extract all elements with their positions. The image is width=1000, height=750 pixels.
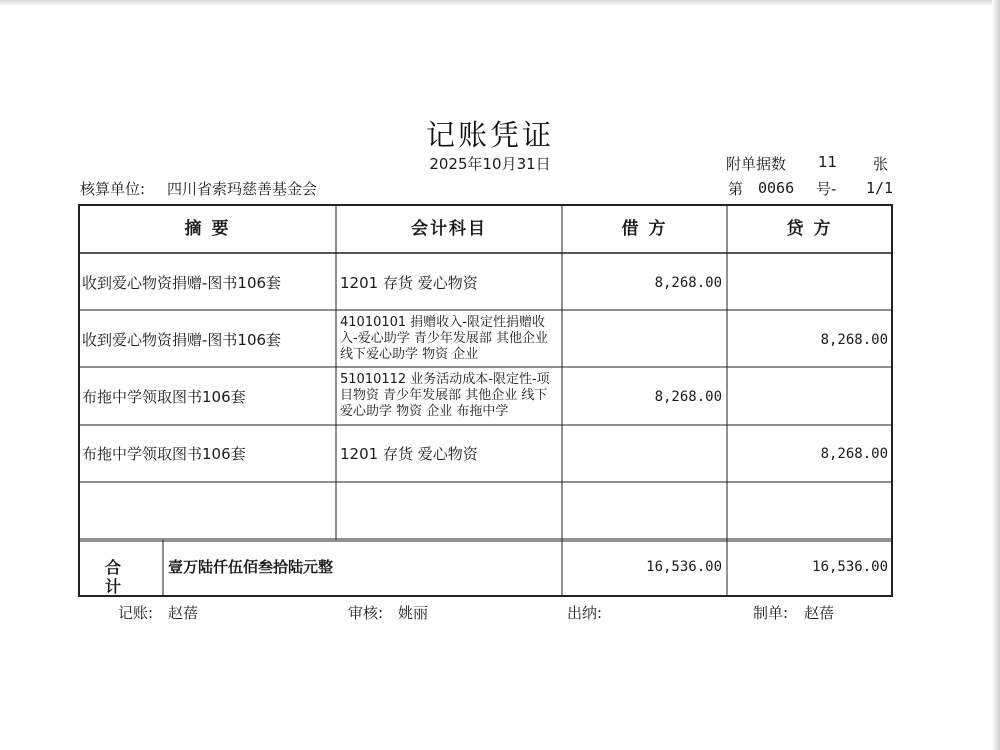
voucher-number-suffix: 号- bbox=[816, 180, 837, 198]
voucher-date: 2025年10月31日 bbox=[429, 155, 551, 173]
reviewer-label: 审核: bbox=[348, 604, 384, 622]
preparer-name: 赵蓓 bbox=[804, 604, 835, 622]
voucher-number: 0066 bbox=[758, 179, 795, 197]
reviewer-name: 姚丽 bbox=[398, 604, 429, 622]
row-2-credit: 8,268.00 bbox=[820, 332, 888, 348]
row-2-account: 41010101 捐赠收入-限定性捐赠收入-爱心助学 青少年发展部 其他企业 线下爱心助学 物资 企业 bbox=[340, 315, 548, 362]
accounting-unit-label: 核算单位: bbox=[80, 180, 146, 198]
column-header-debit: 借 方 bbox=[621, 219, 668, 239]
voucher-page: 1/1 bbox=[866, 179, 894, 197]
row-1-summary: 收到爱心物资捐赠-图书106套 bbox=[82, 274, 282, 292]
row-1-account: 1201 存货 爱心物资 bbox=[340, 274, 478, 292]
voucher-title: 记账凭证 bbox=[425, 118, 554, 152]
row-4-account: 1201 存货 爱心物资 bbox=[340, 445, 478, 463]
bookkeeper-label: 记账: bbox=[118, 604, 154, 622]
voucher-number-prefix: 第 bbox=[728, 180, 744, 198]
row-3-summary: 布拖中学领取图书106套 bbox=[82, 388, 246, 406]
column-header-summary: 摘 要 bbox=[184, 219, 231, 239]
attachments-unit: 张 bbox=[873, 155, 889, 173]
total-debit: 16,536.00 bbox=[646, 559, 722, 575]
row-4-credit: 8,268.00 bbox=[820, 446, 888, 462]
column-header-account: 会计科目 bbox=[411, 219, 487, 239]
total-credit: 16,536.00 bbox=[812, 559, 888, 575]
row-3-account: 51010112 业务活动成本-限定性-项目物资 青少年发展部 其他企业 线下爱心助学 物资 企业 布拖中学 bbox=[340, 372, 550, 419]
cashier-label: 出纳: bbox=[567, 604, 603, 622]
column-header-credit: 贷 方 bbox=[786, 219, 833, 239]
attachments-count: 11 bbox=[818, 153, 838, 171]
scan-edge-right bbox=[992, 0, 1000, 750]
scan-edge-top bbox=[0, 0, 1000, 6]
total-label: 合 计 bbox=[104, 558, 137, 596]
attachments-label: 附单据数 bbox=[726, 155, 787, 173]
row-2-summary: 收到爱心物资捐赠-图书106套 bbox=[82, 331, 282, 349]
row-4-summary: 布拖中学领取图书106套 bbox=[82, 445, 246, 463]
row-1-debit: 8,268.00 bbox=[654, 275, 722, 291]
accounting-unit-name: 四川省索玛慈善基金会 bbox=[167, 180, 318, 198]
bookkeeper-name: 赵蓓 bbox=[168, 604, 199, 622]
preparer-label: 制单: bbox=[753, 604, 789, 622]
row-3-debit: 8,268.00 bbox=[654, 389, 722, 405]
total-amount-in-words: 壹万陆仟伍佰叁拾陆元整 bbox=[168, 558, 334, 576]
